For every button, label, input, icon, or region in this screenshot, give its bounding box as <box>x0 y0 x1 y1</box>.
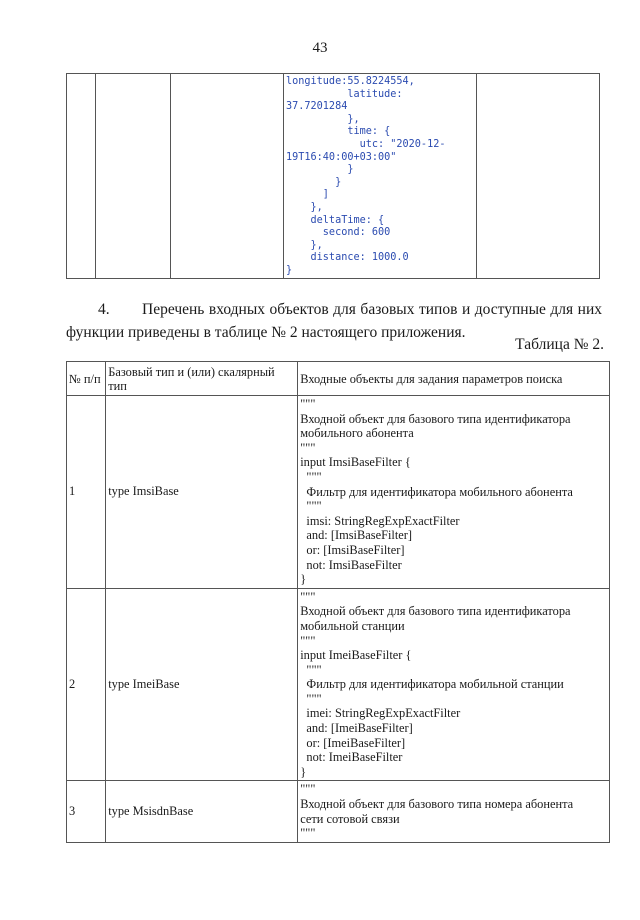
code-block: longitude:55.8224554, latitude: 37.7201284 }, time: { utc: "2020-12- 19T16:40:00+03:00" } } ] }, deltaTime: { second: 600 }, distance: 1000.0 } <box>286 76 446 276</box>
row-filter: """ Входной объект для базового типа номера абонента сети сотовой связи """ <box>298 781 610 842</box>
empty-cell <box>96 74 171 279</box>
row-type: type MsisdnBase <box>106 781 298 842</box>
paragraph-text: Перечень входных объектов для базовых типов и доступные для них функции приведены в таблице № 2 настоящего приложения. <box>66 301 602 341</box>
table-row <box>67 781 610 842</box>
header-filters: Входные объекты для задания параметров поиска <box>298 362 610 396</box>
input-objects-table <box>66 361 610 843</box>
header-type: Базовый тип и (или) скалярный тип <box>106 362 298 396</box>
table-row <box>67 588 610 781</box>
row-num: 1 <box>67 396 106 589</box>
row-filter: """ Входной объект для базового типа идентификатора мобильной станции """ input ImeiBaseFilter { """ Фильтр для идентификатора мобильной станции """ imei: StringRegExpExactFilter and: [ImeiBaseFilter] or: [ImeiBaseFilter] not: ImeiBaseFilter } <box>298 588 610 781</box>
empty-cell <box>171 74 284 279</box>
row-num: 2 <box>67 588 106 781</box>
header-num: № п/п <box>67 362 106 396</box>
empty-cell <box>477 74 600 279</box>
row-type: type ImeiBase <box>106 588 298 781</box>
row-num: 3 <box>67 781 106 842</box>
continuation-table <box>66 73 600 279</box>
table-row <box>67 396 610 589</box>
row-type: type ImsiBase <box>106 396 298 589</box>
row-filter: """ Входной объект для базового типа идентификатора мобильного абонента """ input ImsiBaseFilter { """ Фильтр для идентификатора мобильного абонента """ imsi: StringRegExpExactFilter and: [ImsiBaseFilter] or: [ImsiBaseFilter] not: ImsiBaseFilter } <box>298 396 610 589</box>
table-caption: Таблица № 2. <box>515 336 604 353</box>
page-number: 43 <box>312 40 328 56</box>
code-cell <box>284 74 477 279</box>
empty-cell <box>67 74 96 279</box>
paragraph-number: 4. <box>98 301 110 318</box>
